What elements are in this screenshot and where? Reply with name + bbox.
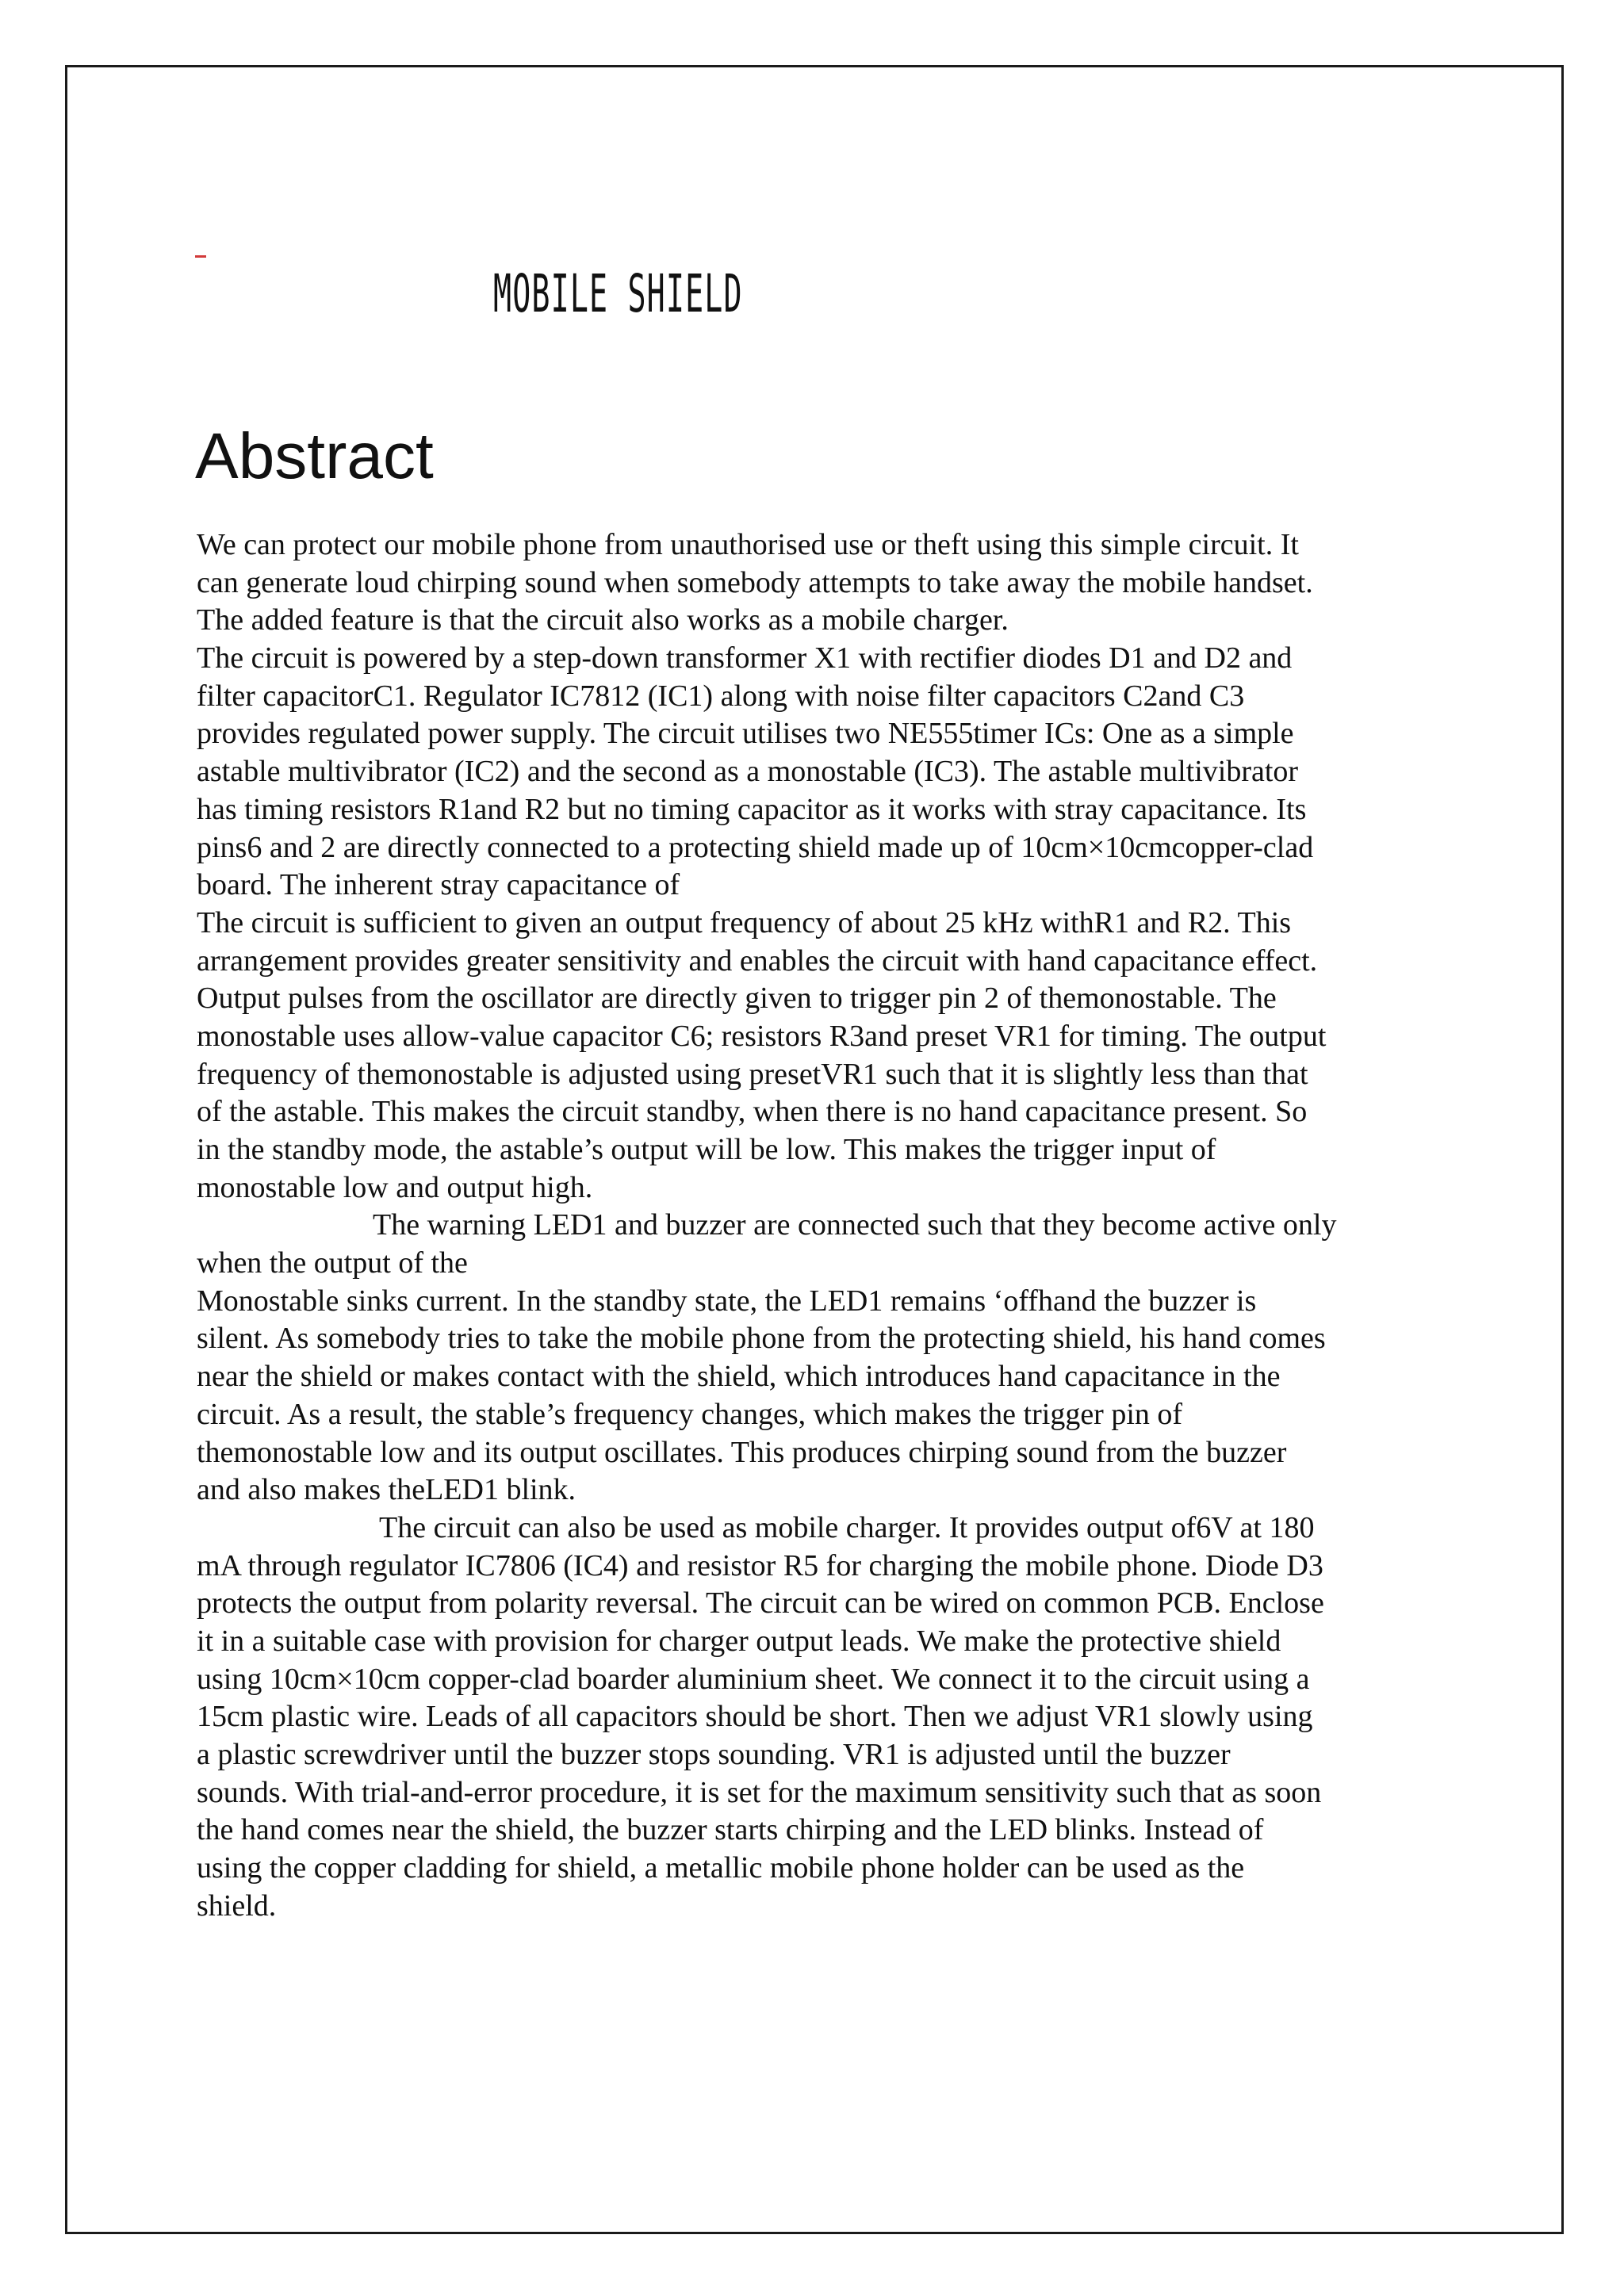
- body-line: arrangement provides greater sensitivity and enables the circuit with hand capacitance effect.: [197, 943, 1318, 978]
- red-mark: [195, 255, 206, 258]
- body-line: pins6 and 2 are directly connected to a protecting shield made up of 10cm×10cmcopper-clad: [197, 830, 1314, 864]
- body-line: Output pulses from the oscillator are directly given to trigger pin 2 of themonostable. The: [197, 982, 1277, 1016]
- document-title: MOBILE SHIELD: [493, 263, 743, 324]
- body-line: of the astable. This makes the circuit standby, when there is no hand capacitance present. So: [197, 1095, 1308, 1129]
- abstract-body: [197, 526, 1465, 1925]
- body-line: The added feature is that the circuit also works as a mobile charger.: [197, 603, 1009, 637]
- body-line: using 10cm×10cm copper-clad boarder aluminium sheet. We connect it to the circuit using a: [197, 1662, 1310, 1696]
- body-line: has timing resistors R1and R2 but no timing capacitor as it works with stray capacitance. Its: [197, 792, 1307, 826]
- body-line: a plastic screwdriver until the buzzer stops sounding. VR1 is adjusted until the buzzer: [197, 1738, 1231, 1771]
- body-line: The circuit can also be used as mobile charger. It provides output of6V at 180: [379, 1510, 1315, 1544]
- body-line: board. The inherent stray capacitance of: [197, 868, 680, 902]
- body-line: sounds. With trial-and-error procedure, it is set for the maximum sensitivity such that as soon: [197, 1775, 1322, 1809]
- body-line: silent. As somebody tries to take the mobile phone from the protecting shield, his hand comes: [197, 1322, 1326, 1356]
- body-line: monostable uses allow-value capacitor C6; resistors R3and preset VR1 for timing. The output: [197, 1019, 1327, 1053]
- body-line: the hand comes near the shield, the buzzer starts chirping and the LED blinks. Instead of: [197, 1813, 1264, 1847]
- abstract-heading: Abstract: [195, 420, 434, 492]
- body-line: and also makes theLED1 blink.: [197, 1473, 576, 1507]
- body-line: provides regulated power supply. The circuit utilises two NE555timer ICs: One as a simple: [197, 717, 1294, 751]
- body-line: protects the output from polarity reversal. The circuit can be wired on common PCB. Enclose: [197, 1586, 1324, 1621]
- body-line: 15cm plastic wire. Leads of all capacitors should be short. Then we adjust VR1 slowly using: [197, 1700, 1313, 1734]
- body-line: using the copper cladding for shield, a metallic mobile phone holder can be used as the: [197, 1851, 1245, 1885]
- body-line: circuit. As a result, the stable’s frequency changes, which makes the trigger pin of: [197, 1397, 1183, 1431]
- body-line: it in a suitable case with provision for charger output leads. We make the protective shield: [197, 1624, 1281, 1658]
- body-line: when the output of the: [197, 1246, 468, 1280]
- body-line: monostable low and output high.: [197, 1170, 593, 1204]
- body-line: filter capacitorC1. Regulator IC7812 (IC1) along with noise filter capacitors C2and C3: [197, 679, 1245, 713]
- body-line: The circuit is powered by a step-down transformer X1 with rectifier diodes D1 and D2 and: [197, 641, 1293, 675]
- body-line: near the shield or makes contact with the shield, which introduces hand capacitance in the: [197, 1360, 1281, 1394]
- body-line: astable multivibrator (IC2) and the second as a monostable (IC3). The astable multivibrator: [197, 755, 1299, 789]
- body-line: mA through regulator IC7806 (IC4) and resistor R5 for charging the mobile phone. Diode D3: [197, 1548, 1323, 1582]
- body-line: The warning LED1 and buzzer are connected such that they become active only: [373, 1208, 1337, 1242]
- body-line: shield.: [197, 1888, 277, 1923]
- body-line: Monostable sinks current. In the standby state, the LED1 remains ‘offhand the buzzer is: [197, 1284, 1257, 1318]
- body-line: can generate loud chirping sound when somebody attempts to take away the mobile handset.: [197, 565, 1313, 599]
- body-line: The circuit is sufficient to given an output frequency of about 25 kHz withR1 and R2. This: [197, 905, 1292, 939]
- body-line: We can protect our mobile phone from unauthorised use or theft using this simple circuit. It: [197, 528, 1299, 561]
- body-line: frequency of themonostable is adjusted using presetVR1 such that it is slightly less than that: [197, 1057, 1308, 1091]
- body-line: in the standby mode, the astable’s output will be low. This makes the trigger input of: [197, 1133, 1216, 1166]
- body-line: themonostable low and its output oscillates. This produces chirping sound from the buzzer: [197, 1435, 1287, 1469]
